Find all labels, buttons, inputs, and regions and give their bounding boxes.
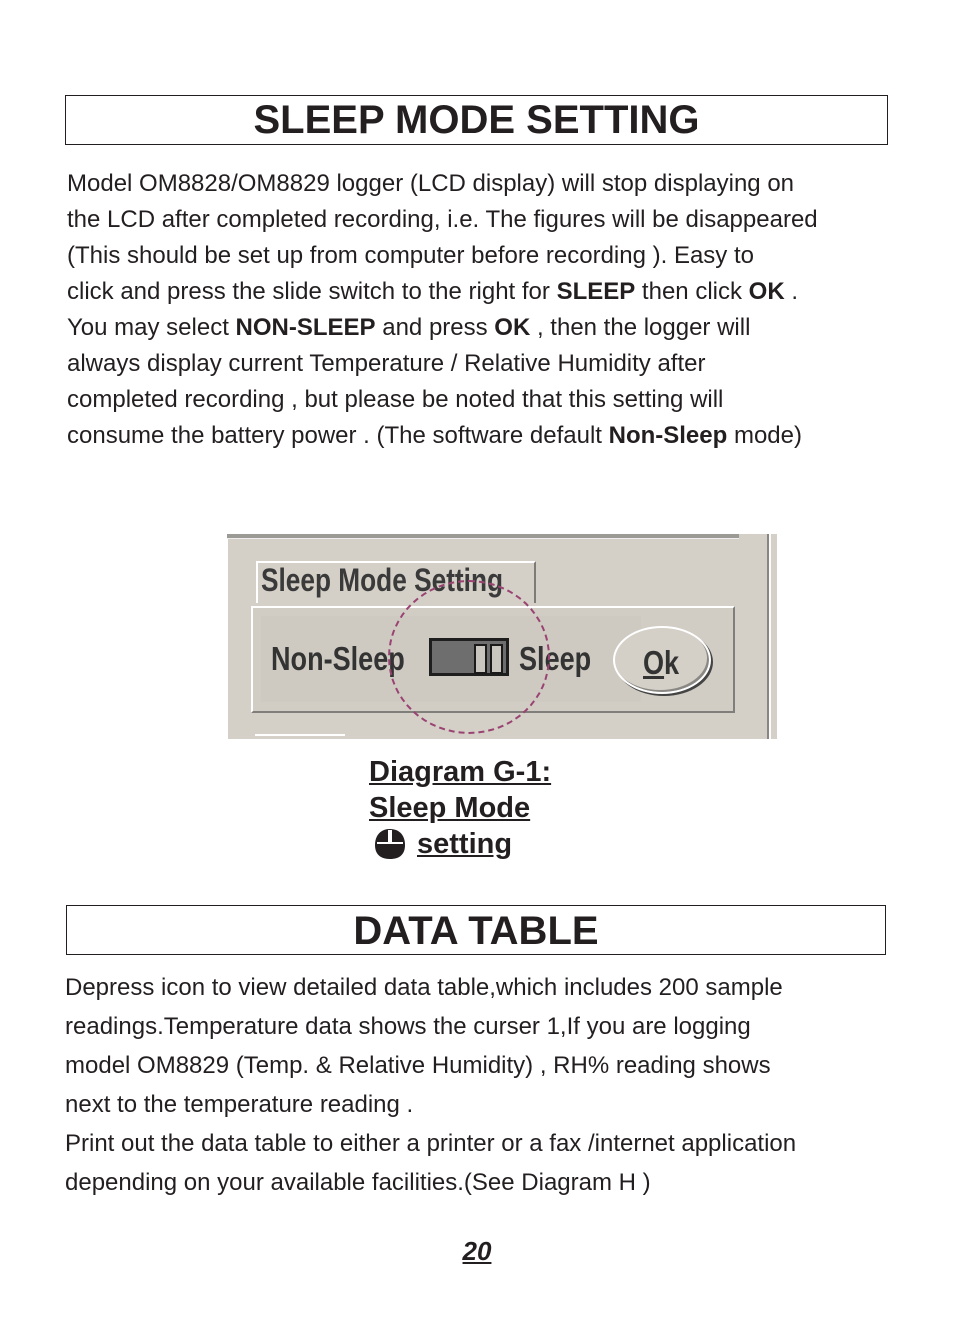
ok-button-label: Ok <box>643 644 680 681</box>
text-line: next to the temperature reading . <box>65 1091 414 1118</box>
bold-term: OK <box>494 314 531 341</box>
sleep-mode-screenshot <box>227 534 777 739</box>
text-run: consume the battery power . (The software default <box>67 422 609 449</box>
bold-term: OK <box>748 278 785 305</box>
text-run: then click <box>635 278 749 305</box>
caption-line: Diagram G-1: <box>369 756 552 788</box>
text-run: . <box>784 278 798 305</box>
text-run: always display current Temperature / Relative Humidity after <box>67 350 706 377</box>
panel-right-border <box>767 534 771 739</box>
text-line <box>67 202 818 238</box>
text-run: You may select <box>67 314 236 341</box>
text-run: mode) <box>727 422 802 449</box>
page-number: 20 <box>462 1236 492 1266</box>
text-line <box>67 274 818 310</box>
text-line <box>67 310 818 346</box>
panel-top-border <box>227 534 739 539</box>
sleep-mode-paragraph <box>67 166 818 454</box>
caption-line <box>369 826 551 862</box>
section-title-data-table: DATA TABLE <box>66 905 886 955</box>
caption-setting: setting <box>417 828 513 860</box>
non-sleep-label: Non-Sleep <box>271 640 405 677</box>
text-run: (This should be set up from computer before recording ). Easy to <box>67 242 754 269</box>
text-line: Print out the data table to either a printer or a fax /internet application <box>65 1130 797 1157</box>
text-line: Depress icon to view detailed data table,which includes 200 sample <box>65 974 783 1001</box>
lower-tab-edge <box>255 734 345 739</box>
text-run: and press <box>375 314 495 341</box>
text-run: Model OM8828/OM8829 logger (LCD display) will stop displaying on <box>67 170 795 197</box>
text-line: model OM8829 (Temp. & Relative Humidity) , RH% reading shows <box>65 1052 771 1079</box>
section-title-sleep-mode: SLEEP MODE SETTING <box>65 95 888 145</box>
highlight-circle <box>388 580 550 734</box>
mouse-icon <box>373 828 407 860</box>
text-run: click and press the slide switch to the right for <box>67 278 557 305</box>
text-line <box>67 382 818 418</box>
bold-term: NON-SLEEP <box>235 314 376 341</box>
caption-line: Sleep Mode <box>369 792 531 824</box>
text-line <box>67 166 818 202</box>
text-line: readings.Temperature data shows the curser 1,If you are logging <box>65 1013 751 1040</box>
bold-term: SLEEP <box>556 278 636 305</box>
text-run: , then the logger will <box>530 314 751 341</box>
panel-left-edge <box>227 534 228 739</box>
group-title: Sleep Mode Setting <box>261 562 504 598</box>
sleep-label: Sleep <box>519 640 592 677</box>
text-line: depending on your available facilities.(See Diagram H ) <box>65 1169 651 1196</box>
text-line <box>67 346 818 382</box>
text-run: the LCD after completed recording, i.e. The figures will be disappeared <box>67 206 818 233</box>
bold-term: Non-Sleep <box>608 422 728 449</box>
data-table-paragraph <box>65 968 796 1202</box>
text-line <box>67 418 818 454</box>
text-run: completed recording , but please be noted that this setting will <box>67 386 724 413</box>
diagram-caption <box>369 754 551 862</box>
text-line <box>67 238 818 274</box>
